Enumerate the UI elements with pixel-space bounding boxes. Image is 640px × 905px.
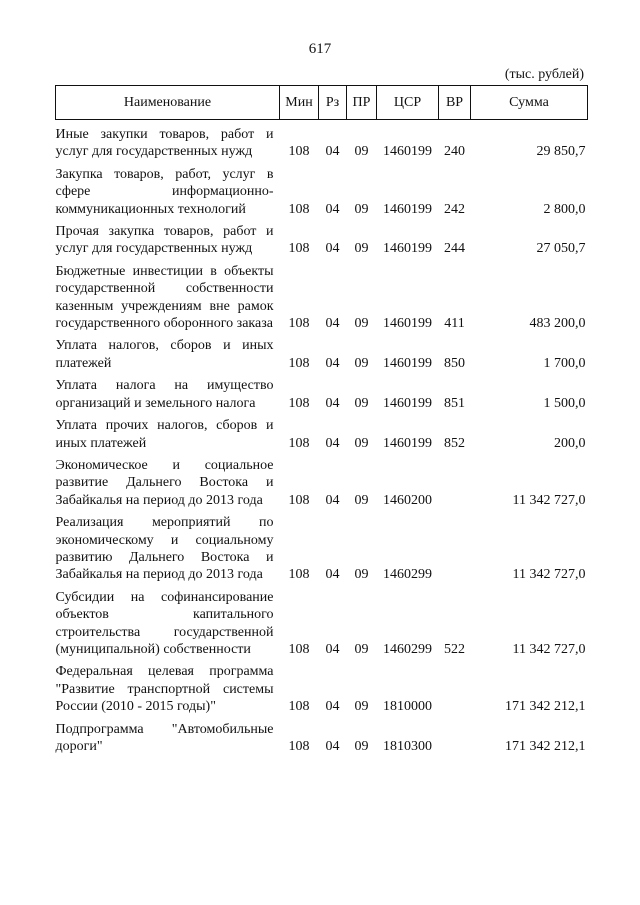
row-sum: 11 342 727,0 [512,567,586,583]
row-name: Федеральная целевая программа "Развитие транспортной системы России (2010 - 2015 годы)" [55,664,274,715]
table-row [56,120,588,161]
row-name: Бюджетные инвестиции в объекты государственной собственности казенным учреждениям вне рамок государственного оборонного заказа [55,263,274,332]
row-vr [439,452,471,509]
row-rz: 04 [325,144,340,160]
row-csr: 1460200 [383,492,432,508]
row-csr: 1460299 [383,641,432,657]
page-number: 617 [308,41,332,57]
table-body [56,120,588,756]
row-rz: 04 [325,641,340,657]
table-row [56,509,588,584]
row-min: 108 [288,355,310,371]
row-sum: 200,0 [554,435,586,451]
row-pr: 09 [354,435,369,451]
row-csr: 1810000 [383,699,432,715]
row-pr: 09 [354,241,369,257]
row-sum: 27 050,7 [536,241,586,257]
row-min: 108 [288,699,310,715]
row-name: Реализация мероприятий по экономическому и социальному развитию Дальнего Востока и Забайкалья на период до 2013 года [55,515,274,583]
row-rz: 04 [325,201,340,217]
header-sum: Сумма [471,86,588,120]
row-sum: 29 850,7 [536,144,586,160]
table-row [56,584,588,659]
table-row [56,372,588,412]
table-row [56,332,588,372]
row-rz: 04 [325,567,340,583]
row-pr: 09 [354,355,369,371]
row-vr: 411 [444,316,465,332]
row-rz: 04 [325,395,340,411]
row-csr: 1460199 [383,355,432,371]
table-row [56,716,588,756]
row-name: Прочая закупка товаров, работ и услуг для государственных нужд [55,224,274,257]
row-pr: 09 [354,144,369,160]
row-min: 108 [288,492,310,508]
row-sum: 1 700,0 [543,355,586,371]
header-name: Наименование [56,86,280,120]
row-name: Субсидии на софинансирование объектов капитального строительства государственной (муниципальной) собственности [55,589,274,657]
budget-table [55,85,588,755]
units-label: (тыс. рублей) [504,67,584,82]
row-name: Закупка товаров, работ, услуг в сфере информационно-коммуникационных технологий [55,166,274,217]
row-min: 108 [288,241,310,257]
row-pr: 09 [354,201,369,217]
row-sum: 1 500,0 [543,395,586,411]
table-row [56,161,588,218]
header-min: Мин [280,86,319,120]
row-name: Подпрограмма "Автомобильные дороги" [55,721,274,754]
row-vr: 522 [444,641,465,657]
row-csr: 1460199 [383,316,432,332]
row-vr: 852 [444,435,465,451]
row-sum: 171 342 212,1 [505,739,586,754]
row-pr: 09 [354,395,369,411]
table-row [56,258,588,333]
row-rz: 04 [325,241,340,257]
row-rz: 04 [325,699,340,715]
table-row [56,452,588,509]
row-rz: 04 [325,435,340,451]
row-vr: 244 [444,241,465,257]
row-rz: 04 [325,316,340,332]
row-sum: 483 200,0 [529,316,586,332]
table-row [56,412,588,452]
row-min: 108 [288,144,310,160]
row-pr: 09 [354,699,369,715]
row-csr: 1460199 [383,435,432,451]
row-pr: 09 [354,492,369,508]
row-min: 108 [288,739,310,754]
row-sum: 11 342 727,0 [512,492,586,508]
table-header [56,86,588,120]
row-name: Уплата прочих налогов, сборов и иных платежей [55,418,274,451]
row-rz: 04 [325,492,340,508]
row-min: 108 [288,641,310,657]
row-rz: 04 [325,739,340,754]
row-min: 108 [288,435,310,451]
row-vr: 851 [444,395,465,411]
header-csr: ЦСР [377,86,439,120]
row-min: 108 [288,395,310,411]
row-csr: 1460299 [383,567,432,583]
row-csr: 1460199 [383,144,432,160]
row-rz: 04 [325,355,340,371]
row-pr: 09 [354,641,369,657]
table-row [56,658,588,715]
row-name: Уплата налога на имущество организаций и земельного налога [55,378,274,411]
row-pr: 09 [354,316,369,332]
row-vr: 240 [444,144,465,160]
header-pr: ПР [347,86,377,120]
row-vr: 242 [444,201,465,217]
row-csr: 1460199 [383,241,432,257]
row-pr: 09 [354,739,369,754]
row-vr [439,509,471,584]
header-vr: ВР [439,86,471,120]
row-sum: 2 800,0 [543,201,586,217]
row-csr: 1460199 [383,201,432,217]
table-row [56,218,588,258]
row-min: 108 [288,567,310,583]
row-name: Уплата налогов, сборов и иных платежей [55,338,274,371]
row-csr: 1460199 [383,395,432,411]
row-min: 108 [288,201,310,217]
row-vr: 850 [444,355,465,371]
row-min: 108 [288,316,310,332]
row-name: Экономическое и социальное развитие Дальнего Востока и Забайкалья на период до 2013 года [55,457,274,508]
row-vr [439,658,471,715]
row-sum: 171 342 212,1 [505,699,586,715]
row-name: Иные закупки товаров, работ и услуг для государственных нужд [55,127,274,160]
row-sum: 11 342 727,0 [512,641,586,657]
row-csr: 1810300 [383,739,432,754]
header-rz: Рз [319,86,347,120]
row-vr [439,716,471,756]
row-pr: 09 [354,567,369,583]
